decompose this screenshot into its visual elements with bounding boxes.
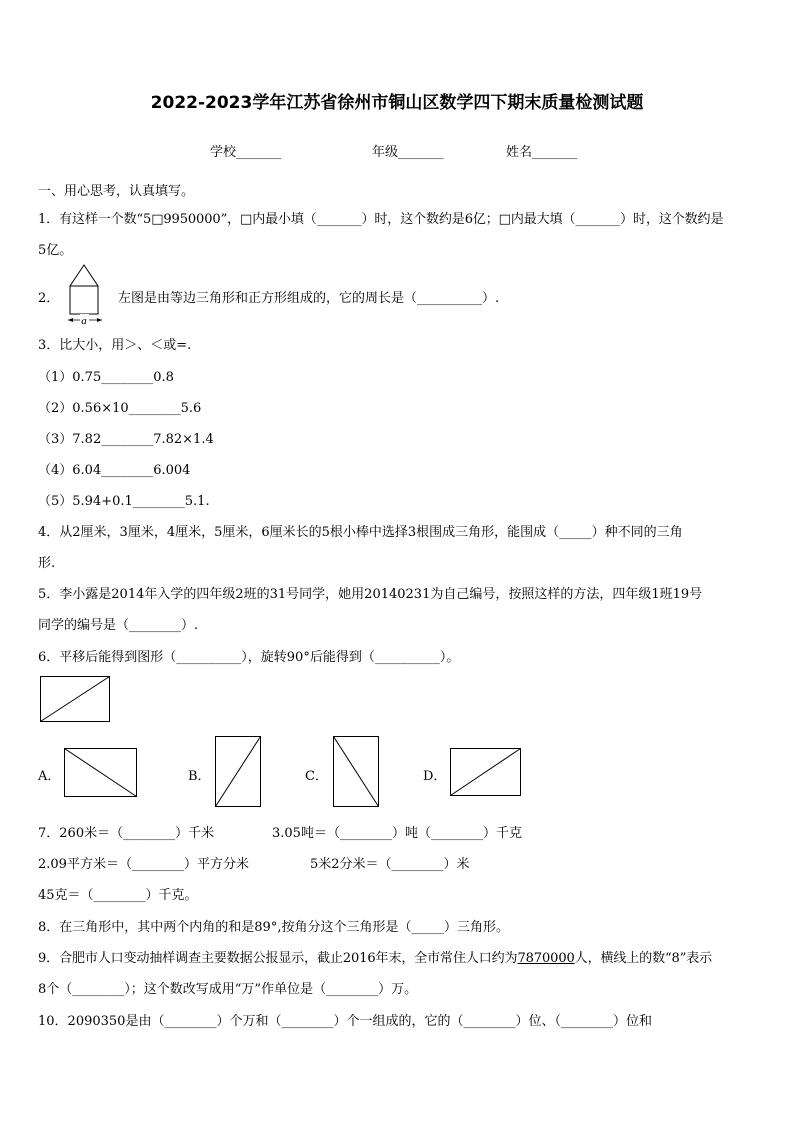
name-field[interactable]: 姓名_______ — [506, 145, 578, 160]
question-1-line1: 1．有这样一个数“5□9950000”，□内最小填（_______）时，这个数约是6亿；□内最大填（_______）时，这个数约是 — [38, 212, 724, 227]
question-3-item-1: （1）0.75________0.8 — [38, 370, 174, 385]
question-5-line1: 5．李小露是2014年入学的四年级2班的31号同学，她用20140231为自己编号，按照这样的方法，四年级1班19号 — [38, 587, 703, 602]
option-a-label: A． — [38, 769, 61, 784]
question-7-part-c: 2.09平方米＝（________）平方分米 — [38, 857, 249, 872]
option-d-figure[interactable] — [450, 748, 522, 797]
reference-rectangle-figure — [40, 676, 111, 723]
question-2-text: 左图是由等边三角形和正方形组成的，它的周长是（__________）. — [118, 291, 500, 306]
question-3-item-2: （2）0.56×10________5.6 — [38, 401, 202, 416]
question-8: 8．在三角形中，其中两个内角的和是89°,按角分这个三角形是（_____）三角形。 — [38, 920, 509, 935]
question-3-stem: 3．比大小，用＞、＜或=. — [38, 338, 192, 353]
question-9-post: 人，横线上的数“8”表示 — [574, 951, 713, 966]
question-9-underlined-number: 7870000 — [517, 951, 575, 966]
option-b-figure[interactable] — [215, 736, 262, 808]
question-9-line2: 8个（________）；这个数改写成用“万”作单位是（________）万。 — [38, 982, 418, 997]
side-label-a: a — [81, 315, 87, 327]
question-10: 10．2090350是由（________）个万和（________）个一组成的，它的（________）位、（________）位和 — [38, 1014, 652, 1029]
option-c-figure[interactable] — [333, 736, 380, 808]
grade-field[interactable]: 年级_______ — [372, 145, 444, 160]
option-d-label: D． — [423, 769, 447, 784]
section-heading: 一、用心思考，认真填写。 — [38, 184, 195, 199]
option-b-label: B． — [188, 769, 211, 784]
question-5-line2: 同学的编号是（________）. — [38, 618, 199, 633]
school-field[interactable]: 学校_______ — [210, 145, 282, 160]
question-3-item-4: （4）6.04________6.004 — [38, 463, 191, 478]
question-4-line2: 形. — [38, 556, 56, 571]
question-7-part-e: 45克＝（________）千克。 — [38, 888, 198, 903]
house-shape-figure — [66, 263, 110, 327]
question-9-pre: 9．合肥市人口变动抽样调查主要数据公报显示，截止2016年末，全市常住人口约为 — [38, 951, 518, 966]
question-6-stem: 6．平移后能得到图形（__________），旋转90°后能得到（__________）。 — [38, 650, 460, 665]
question-3-item-5: （5）5.94+0.1________5.1. — [38, 494, 210, 509]
question-7-part-d: 5米2分米＝（________）米 — [310, 857, 470, 872]
option-c-label: C． — [305, 769, 328, 784]
option-a-figure[interactable] — [64, 748, 138, 798]
question-7-part-b: 3.05吨＝（________）吨（________）千克 — [272, 826, 522, 841]
question-1-line2: 5亿。 — [38, 243, 73, 258]
question-7-part-a: 7．260米＝（________）千米 — [38, 826, 215, 841]
page-title: 2022-2023学年江苏省徐州市铜山区数学四下期末质量检测试题 — [150, 93, 644, 113]
question-2-number: 2． — [38, 291, 60, 306]
question-4-line1: 4．从2厘米，3厘米，4厘米，5厘米，6厘米长的5根小棒中选择3根围成三角形，能围成（_____）种不同的三角 — [38, 525, 683, 540]
question-9-line1 — [38, 947, 712, 966]
question-3-item-3: （3）7.82________7.82×1.4 — [38, 432, 214, 447]
